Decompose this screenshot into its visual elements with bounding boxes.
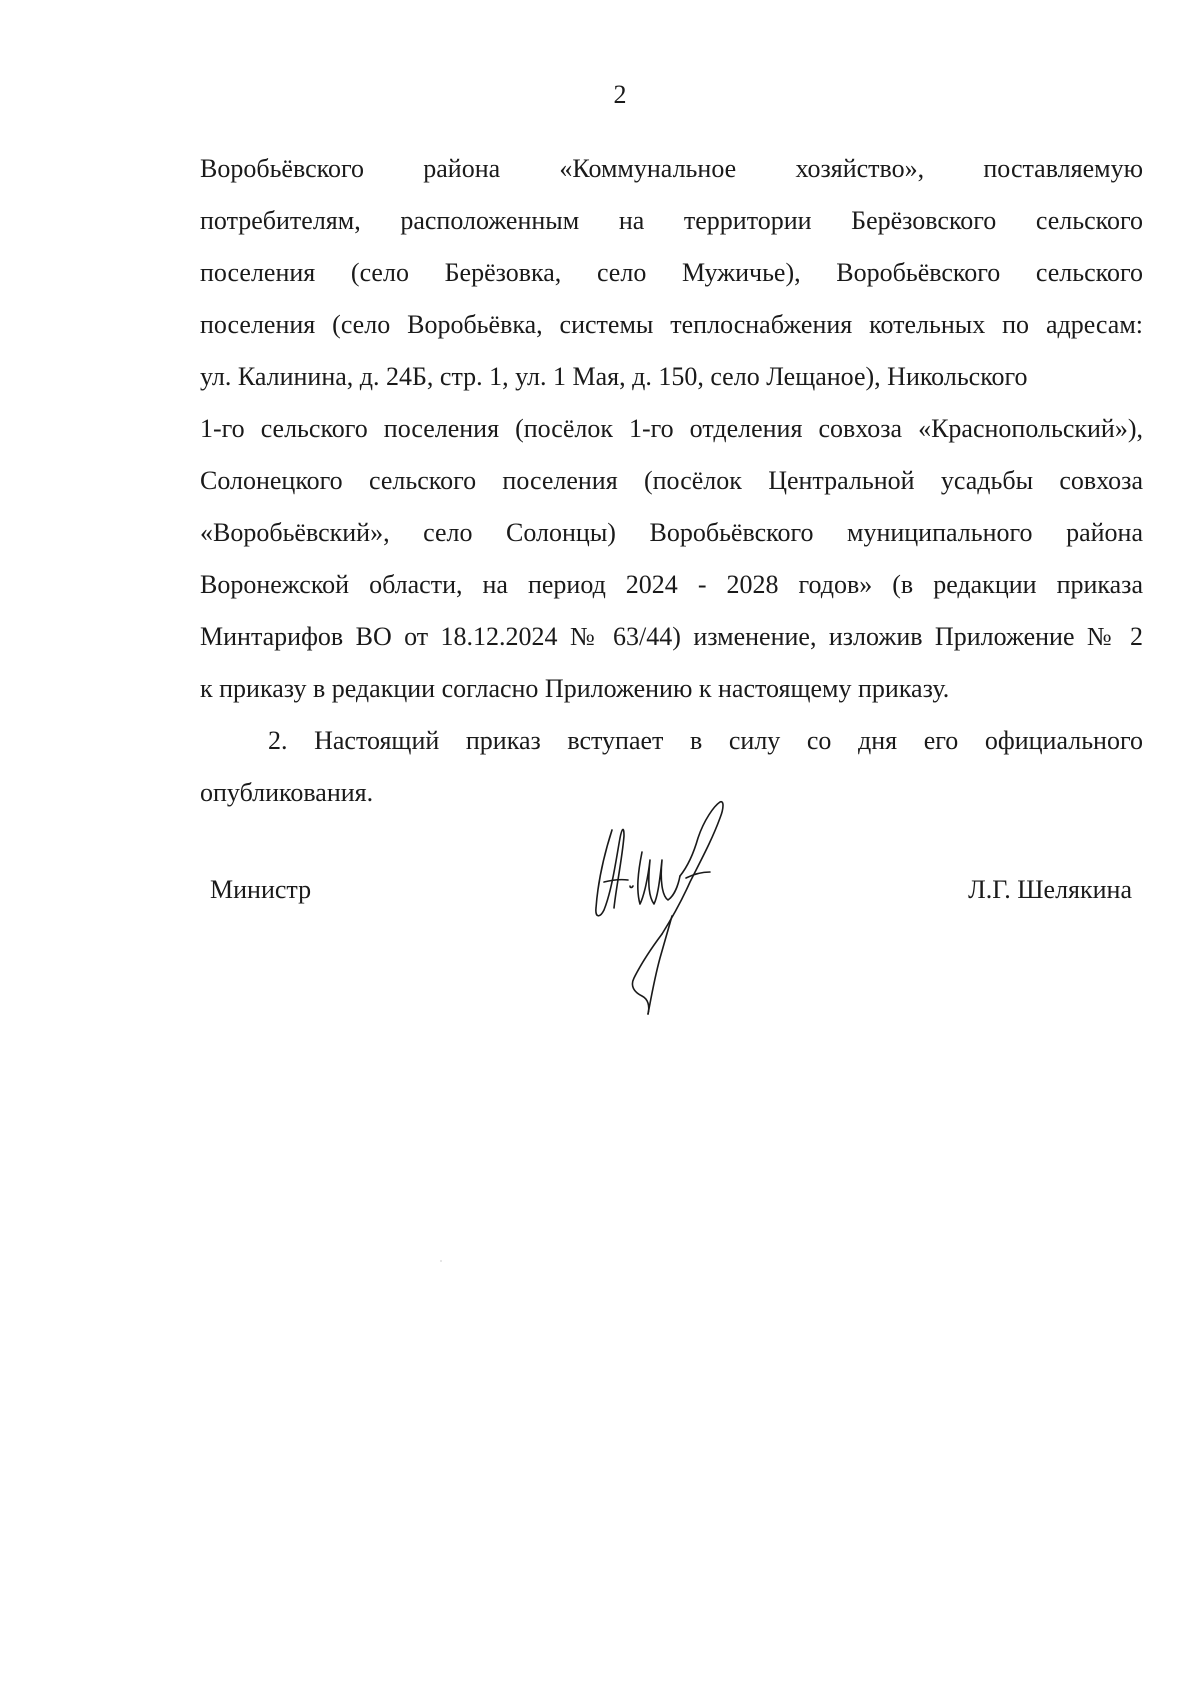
text-line: «Воробьёвский», село Солонцы) Воробьёвского муниципального района	[200, 518, 1143, 547]
text-line: Минтарифов ВО от 18.12.2024 № 63/44) изменение, изложив Приложение № 2	[200, 622, 1143, 651]
signer-position: Министр	[210, 875, 312, 904]
text-line: Воробьёвского района «Коммунальное хозяйство», поставляемую	[200, 154, 1143, 183]
handwritten-signature	[590, 800, 740, 1015]
text-line: потребителям, расположенным на территории Берёзовского сельского	[200, 206, 1143, 235]
text-line: поселения (село Берёзовка, село Мужичье), Воробьёвского сельского	[200, 258, 1143, 287]
text-line: 1-го сельского поселения (посёлок 1-го отделения совхоза «Краснопольский»),	[200, 414, 1143, 443]
scan-artifact	[440, 1260, 442, 1262]
page-number: 2	[613, 80, 627, 109]
text-line: Воронежской области, на период 2024 - 2028 годов» (в редакции приказа	[200, 570, 1143, 599]
text-line: к приказу в редакции согласно Приложению к настоящему приказу.	[200, 674, 950, 703]
order-text	[200, 143, 1143, 819]
text-line: Солонецкого сельского поселения (посёлок Центральной усадьбы совхоза	[200, 466, 1143, 495]
text-line: 2. Настоящий приказ вступает в силу со дня его официального	[268, 726, 1143, 755]
text-line: поселения (село Воробьёвка, системы теплоснабжения котельных по адресам:	[200, 310, 1143, 339]
text-line: опубликования.	[200, 778, 374, 807]
text-line: ул. Калинина, д. 24Б, стр. 1, ул. 1 Мая, д. 150, село Лещаное), Никольского	[200, 362, 1028, 391]
signer-name: Л.Г. Шелякина	[968, 875, 1132, 904]
